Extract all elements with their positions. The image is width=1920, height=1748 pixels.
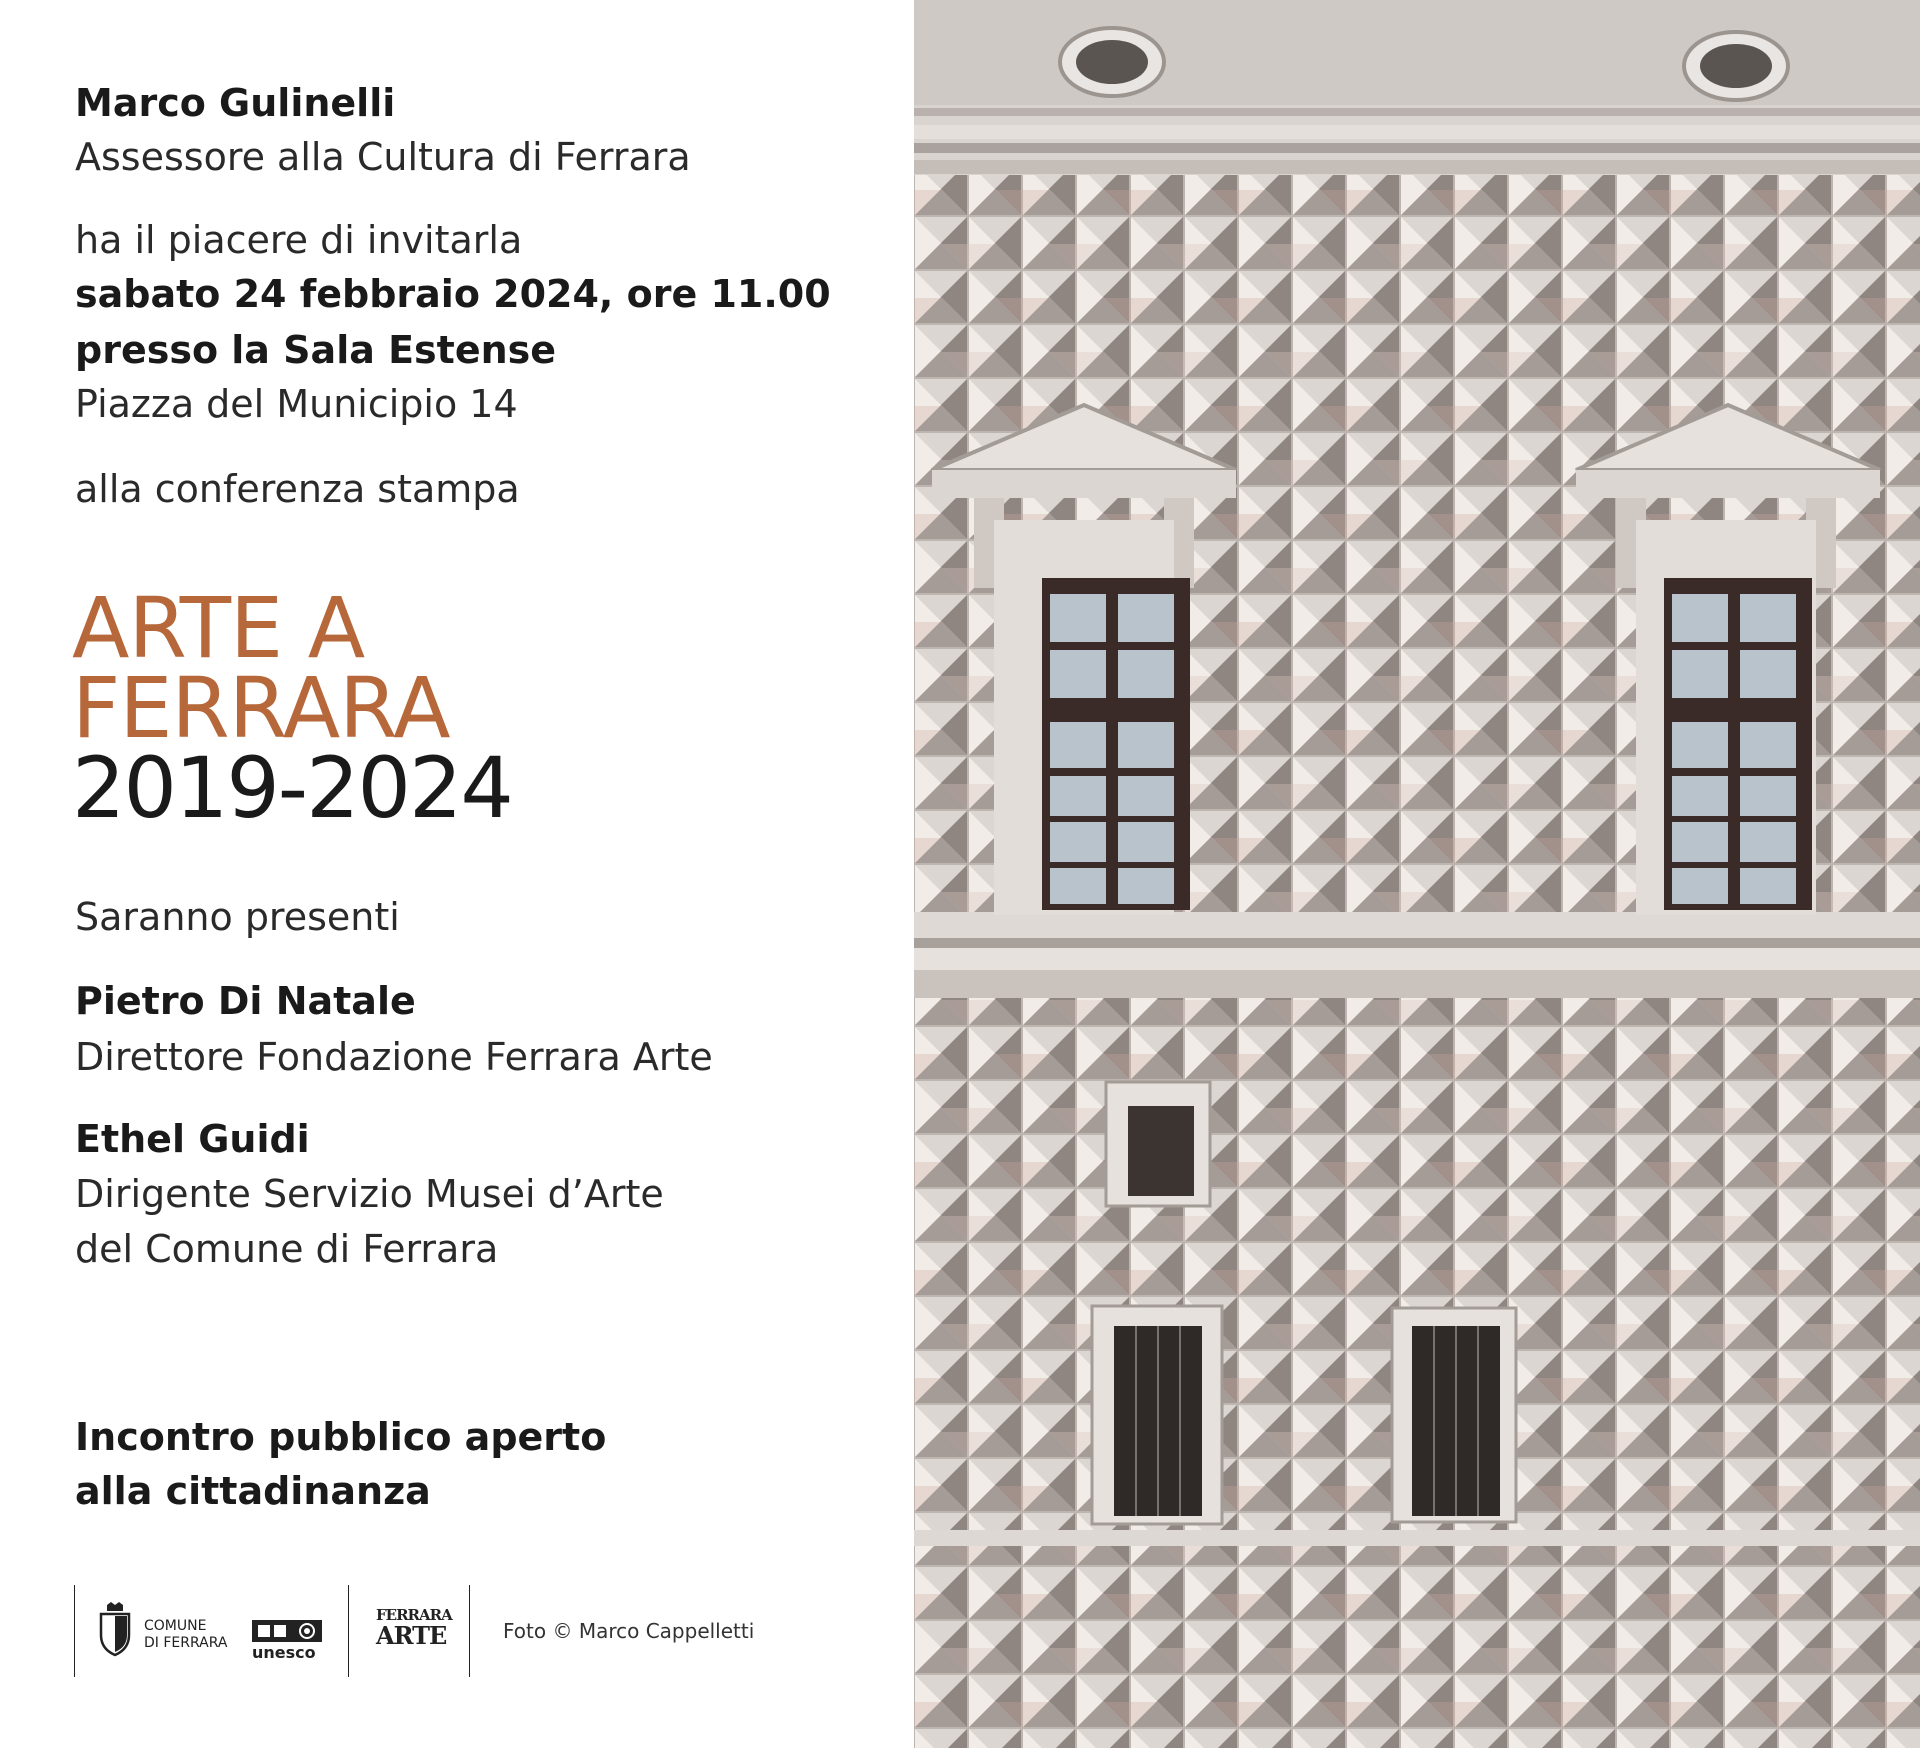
notice-line2: alla cittadinanza bbox=[75, 1469, 431, 1513]
event-purpose: alla conferenza stampa bbox=[75, 467, 520, 511]
event-years: 2019-2024 bbox=[72, 739, 512, 837]
invitation-text-panel bbox=[0, 0, 914, 1748]
ferrara-arte-label: ARTE bbox=[376, 1621, 447, 1650]
palazzo-facade-image bbox=[914, 0, 1920, 1748]
unesco-logo bbox=[252, 1604, 322, 1662]
event-title-line2: FERRARA bbox=[72, 659, 450, 757]
facade-photo bbox=[914, 0, 1920, 1748]
comune-ferrara-logo bbox=[98, 1601, 228, 1661]
logo-divider bbox=[348, 1585, 349, 1677]
event-venue: presso la Sala Estense bbox=[75, 328, 557, 372]
unesco-temple-icon bbox=[252, 1620, 322, 1642]
event-address: Piazza del Municipio 14 bbox=[75, 382, 518, 426]
coat-of-arms-icon bbox=[98, 1601, 132, 1657]
event-date: sabato 24 febbraio 2024, ore 11.00 bbox=[75, 272, 831, 316]
comune-label: DI FERRARA bbox=[144, 1635, 228, 1651]
host-role: Assessore alla Cultura di Ferrara bbox=[75, 135, 691, 179]
speaker-role: Dirigente Servizio Musei d’Arte bbox=[75, 1172, 664, 1216]
unesco-label: unesco bbox=[252, 1643, 316, 1662]
notice-line1: Incontro pubblico aperto bbox=[75, 1415, 607, 1459]
invite-line: ha il piacere di invitarla bbox=[75, 218, 523, 262]
speaker-name: Ethel Guidi bbox=[75, 1117, 310, 1161]
speaker-role: Direttore Fondazione Ferrara Arte bbox=[75, 1035, 713, 1079]
ferrara-arte-label: FERRARA bbox=[376, 1606, 452, 1624]
speakers-intro: Saranno presenti bbox=[75, 895, 400, 939]
comune-label: COMUNE bbox=[144, 1618, 207, 1634]
logo-divider bbox=[74, 1585, 75, 1677]
speaker-name: Pietro Di Natale bbox=[75, 979, 416, 1023]
photo-credit: Foto © Marco Cappelletti bbox=[503, 1619, 755, 1643]
speaker-role-cont: del Comune di Ferrara bbox=[75, 1227, 499, 1271]
host-name: Marco Gulinelli bbox=[75, 81, 396, 125]
ferrara-arte-logo bbox=[376, 1607, 452, 1649]
logo-divider bbox=[469, 1585, 470, 1677]
event-title-line1: ARTE A bbox=[72, 579, 365, 677]
